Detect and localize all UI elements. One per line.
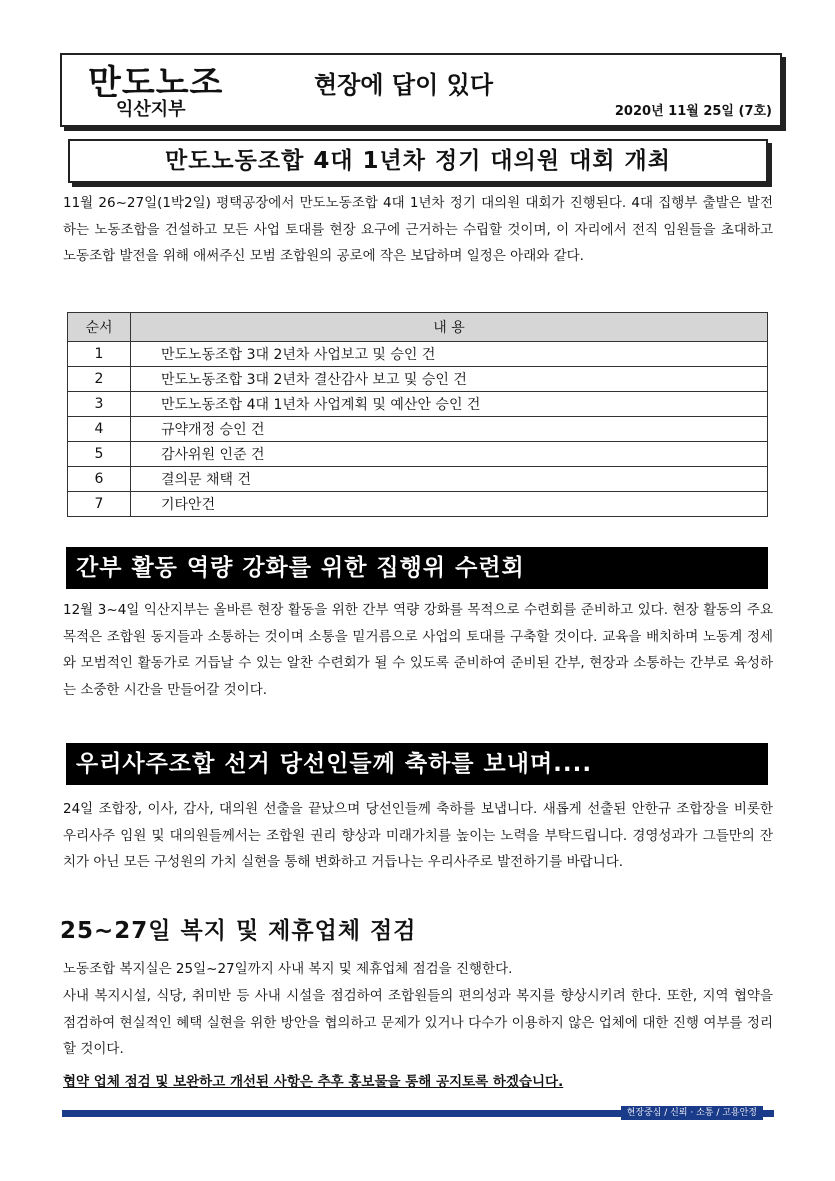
agenda-item: 기타안건 bbox=[131, 492, 768, 517]
agenda-no: 7 bbox=[68, 492, 131, 517]
section4-heading: 25~27일 복지 및 제휴업체 점검 bbox=[60, 918, 417, 944]
issue-date: 2020년 11월 25일 (7호) bbox=[614, 104, 772, 119]
section2-body: 12월 3~4일 익산지부는 올바른 현장 활동을 위한 간부 역량 강화를 목적으로 수련회를 준비하고 있다. 현장 활동의 주요 목적은 조합원 동지들과 소통하는 것이며 소통을 밑거름으로 사업의 토대를 구축할 것이다. 교육을 배치하며 노동계 정세와 모범적인 활동가로 거듭날 수 있는 알찬 수련회가 될 수 있도록 준비하여 준비된 간부, 현장과 소통하는 간부로 육성하는 소중한 시간을 만들어갈 것이다. bbox=[63, 602, 773, 698]
agenda-item: 만도노동조합 3대 2년차 결산감사 보고 및 승인 건 bbox=[131, 367, 768, 392]
masthead-branch: 익산지부 bbox=[116, 99, 186, 120]
section2-heading: 간부 활동 역량 강화를 위한 집행위 수련회 bbox=[66, 547, 768, 589]
table-row bbox=[68, 442, 768, 467]
agenda-item: 만도노동조합 4대 1년차 사업계획 및 예산안 승인 건 bbox=[131, 392, 768, 417]
section3-heading: 우리사주조합 선거 당선인들께 축하를 보내며.... bbox=[66, 743, 768, 785]
agenda-item: 규약개정 승인 건 bbox=[131, 417, 768, 442]
agenda-no: 3 bbox=[68, 392, 131, 417]
agenda-header-content: 내 용 bbox=[131, 313, 768, 342]
footer-tag: 현장중심 / 신뢰 · 소통 / 고용안정 bbox=[621, 1106, 763, 1120]
table-row bbox=[68, 492, 768, 517]
agenda-no: 1 bbox=[68, 342, 131, 367]
masthead-title: 만도노조 bbox=[88, 63, 224, 103]
table-row bbox=[68, 367, 768, 392]
table-row bbox=[68, 392, 768, 417]
masthead bbox=[60, 53, 782, 127]
agenda-item: 감사위원 인준 건 bbox=[131, 442, 768, 467]
section4-body: 사내 복지시설, 식당, 취미반 등 사내 시설을 점검하여 조합원들의 편의성과 복지를 향상시키려 한다. 또한, 지역 협약을 점검하여 현실적인 혜택 실현을 위한 방안을 협의하고 문제가 있거나 다수가 이용하지 않은 업체에 대한 진행 여부를 정리할 것이다. bbox=[63, 988, 773, 1057]
section3-body: 24일 조합장, 이사, 감사, 대의원 선출을 끝났으며 당선인들께 축하를 보냅니다. 새롭게 선출된 안한규 조합장을 비롯한 우리사주 임원 및 대의원들께서는 조합원 권리 향상과 미래가치를 높이는 노력을 부탁드립니다. 경영성과가 그들만의 잔치가 아닌 모든 구성원의 가치 실현을 통해 변화하고 거듭나는 우리사주로 발전하기를 바랍니다. bbox=[63, 801, 773, 870]
masthead-slogan: 현장에 답이 있다 bbox=[314, 71, 493, 99]
agenda-item: 만도노동조합 3대 2년차 사업보고 및 승인 건 bbox=[131, 342, 768, 367]
agenda-item: 결의문 채택 건 bbox=[131, 467, 768, 492]
agenda-table bbox=[67, 312, 768, 517]
section4-note: 협약 업체 점검 및 보완하고 개선된 사항은 추후 홍보물을 통해 공지토록 하겠습니다. bbox=[63, 1074, 564, 1090]
section4-intro: 노동조합 복지실은 25일~27일까지 사내 복지 및 제휴업체 점검을 진행한다. bbox=[63, 961, 513, 977]
agenda-no: 5 bbox=[68, 442, 131, 467]
agenda-header-no: 순서 bbox=[68, 313, 131, 342]
section1-heading: 만도노동조합 4대 1년차 정기 대의원 대회 개최 bbox=[68, 139, 768, 183]
table-row bbox=[68, 342, 768, 367]
section1-body: 11월 26~27일(1박2일) 평택공장에서 만도노동조합 4대 1년차 정기 대의원 대회가 진행된다. 4대 집행부 출발은 발전하는 노동조합을 건설하고 모든 사업 토대를 현장 요구에 근거하는 수립할 것이며, 이 자리에서 전직 임원들을 초대하고 노동조합 발전을 위해 애써주신 모범 조합원의 공로에 작은 보답하며 일정은 아래와 같다. bbox=[63, 195, 773, 264]
table-row bbox=[68, 417, 768, 442]
agenda-no: 4 bbox=[68, 417, 131, 442]
agenda-no: 6 bbox=[68, 467, 131, 492]
agenda-header-row bbox=[68, 313, 768, 342]
agenda-no: 2 bbox=[68, 367, 131, 392]
table-row bbox=[68, 467, 768, 492]
